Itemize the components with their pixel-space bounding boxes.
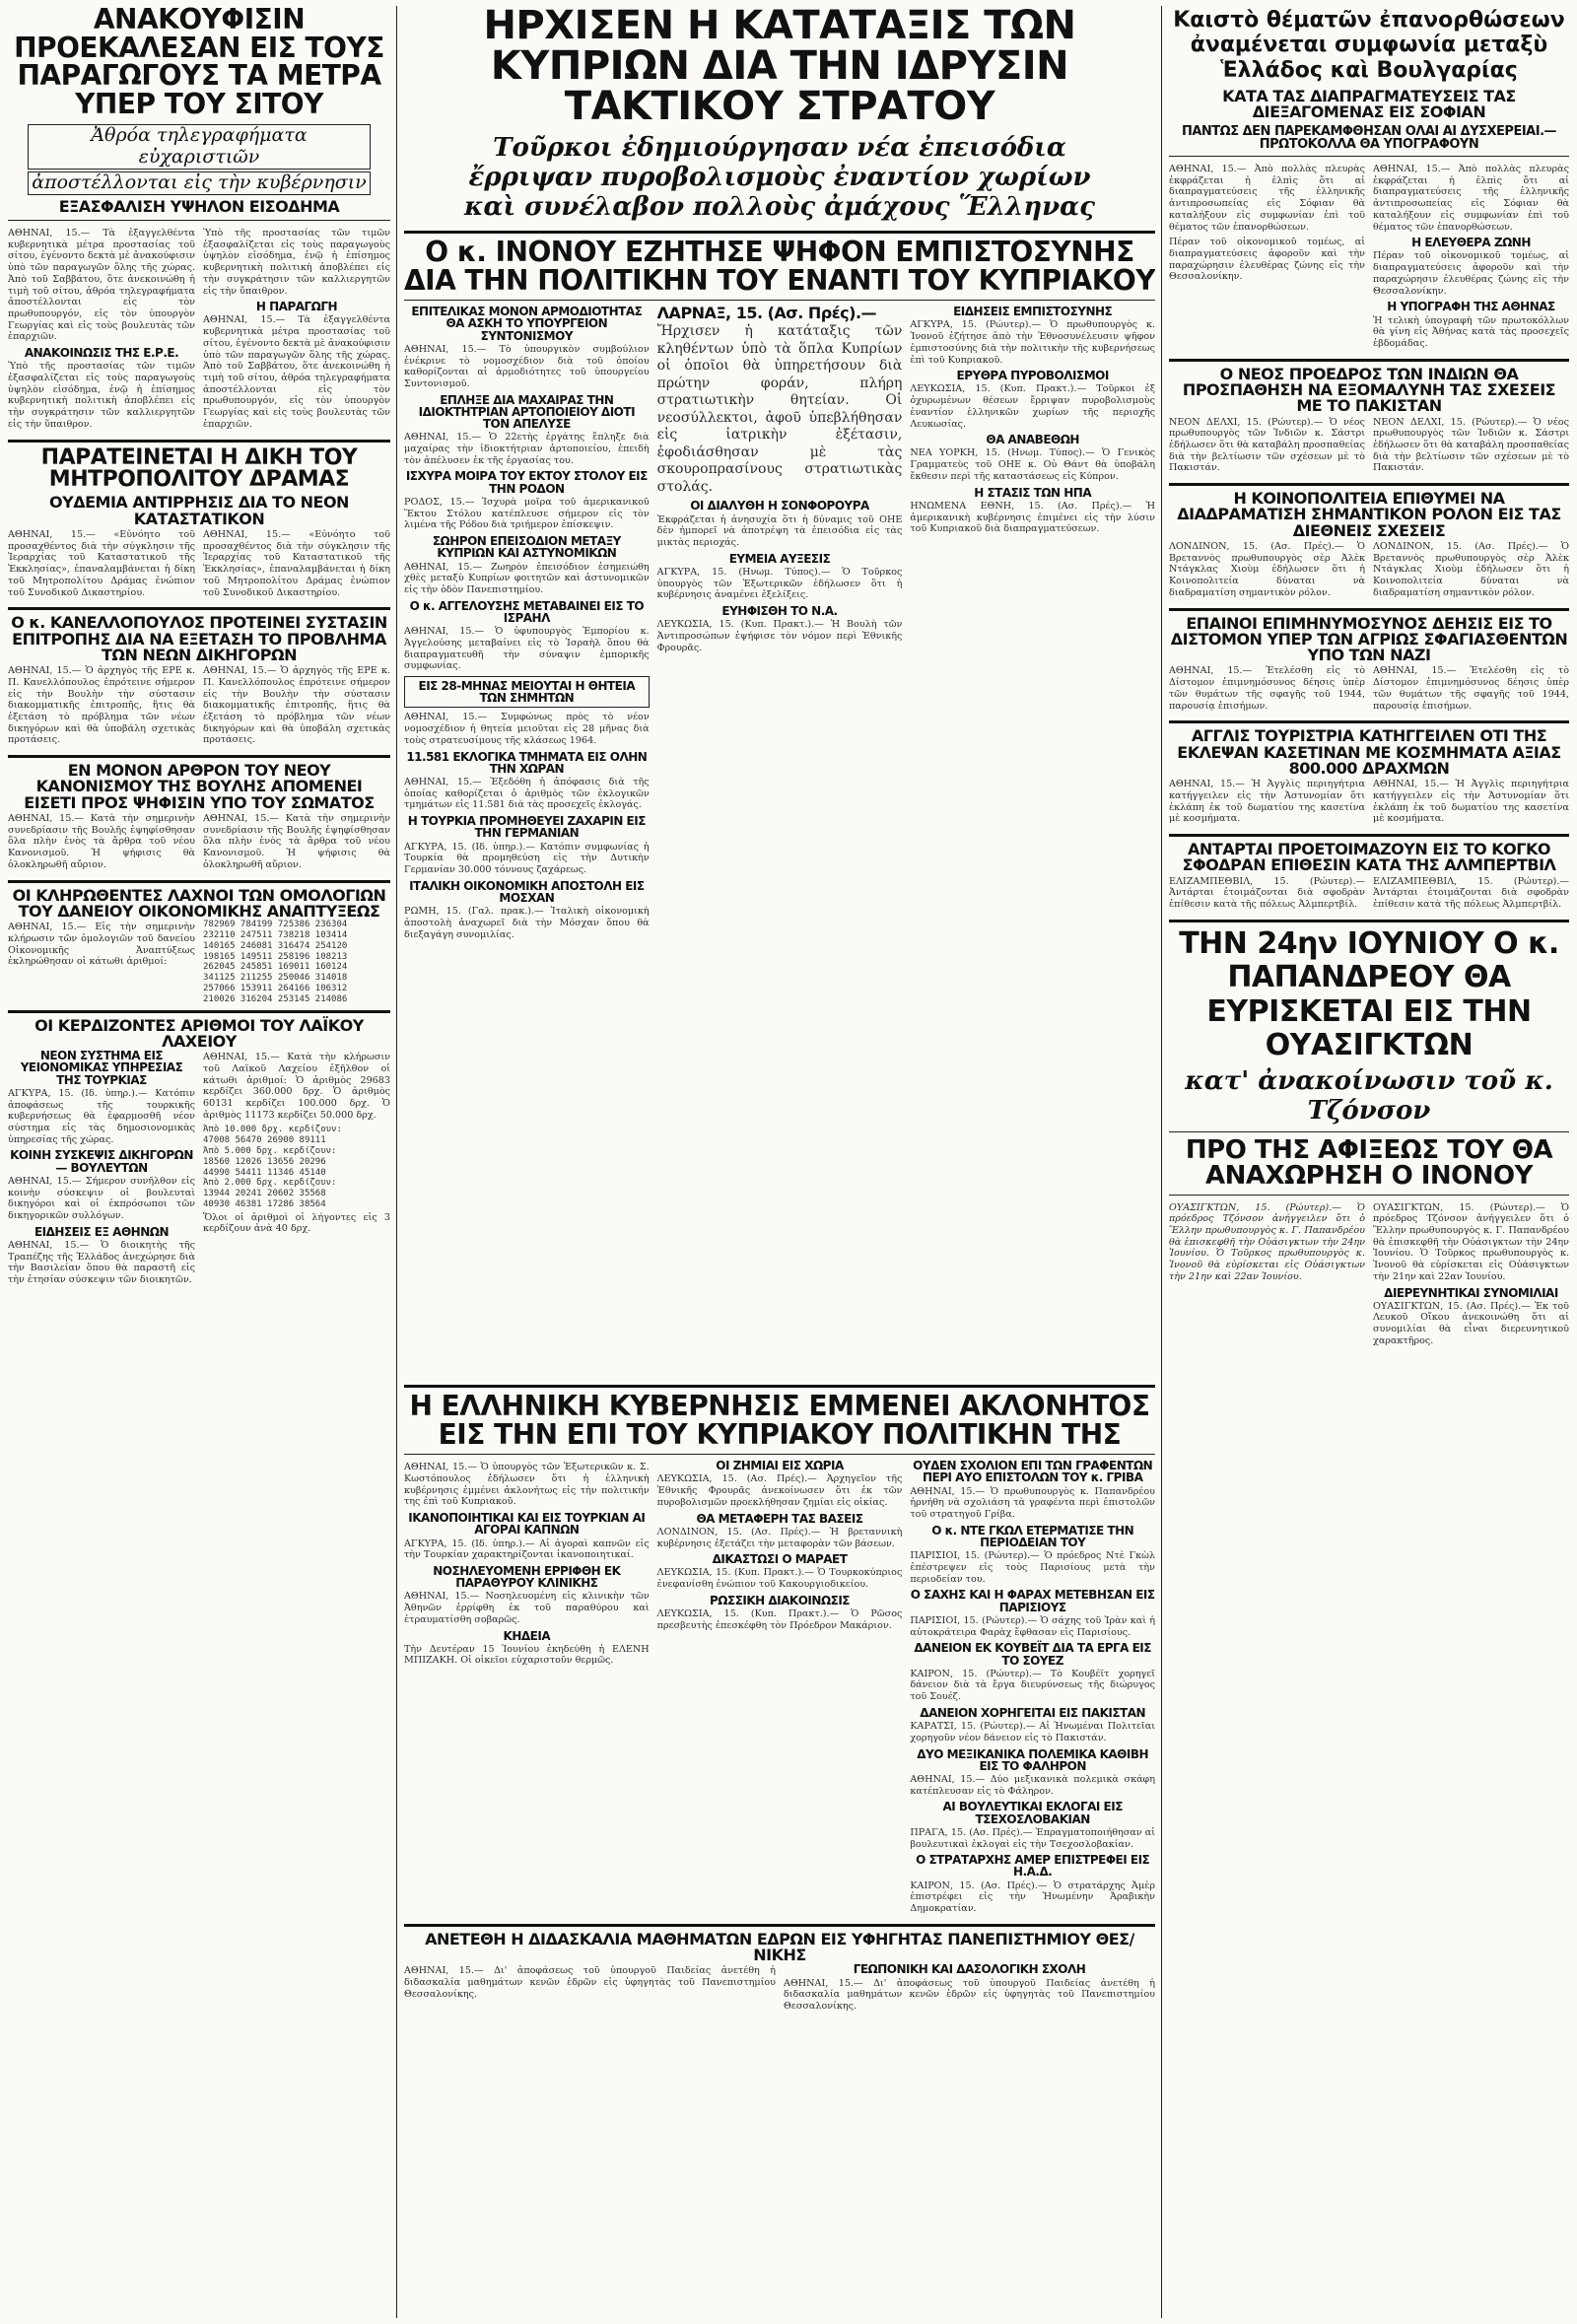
section-heading: ΑΝΑΚΟΙΝΩΣΙΣ ΤΗΣ Ε.Ρ.Ε. [24,346,179,361]
story-headline: ΕΠΙΤΕΛΙΚΑΣ ΜΟΝΟΝ ΑΡΜΟΔΙΟΤΗΤΑΣ ΘΑ ΑΣΚΗ ΤΟ ΥΠΟΥΡΓΕΙΟΝ ΣΥΝΤΟΝΙΣΜΟΥ [411,305,643,343]
story-text: Ὑπὸ τῆς προστασίας τῶν τιμῶν ἐξασφαλίζεται εἰς τοὺς παραγωγοὺς ὑψηλὸν εἰσόδημα, ἐνῷ ἡ ἐπίσημος κυβερνητικὴ πολιτικὴ ἀποβλέπει εἰς τὴν συγκράτησιν τῶν καλλιεργητῶν εἰς τὴν ὕπαιθρον. [203,228,390,297]
center-lower-subcol-1 [404,1460,650,1919]
story-headline: ΕΙΔΗΣΕΙΣ ΕΜΠΙΣΤΟΣΥΝΗΣ [953,305,1113,319]
wheat-story [8,226,390,434]
story-headline: ΕΥΜΕΙΑ ΑΥΞΕΣΙΣ [728,551,831,566]
section-heading: ΚΟΙΝΗ ΣΥΣΚΕΨΙΣ ΔΙΚΗΓΟΡΩΝ — ΒΟΥΛΕΥΤΩΝ [10,1148,193,1175]
commonwealth-headline: Η ΚΟΙΝΟΠΟΛΙΤΕΙΑ ΕΠΙΘΥΜΕΙ ΝΑ ΔΙΑΔΡΑΜΑΤΙΣΗ ΣΗΜΑΝΤΙΚΟΝ ΡΟΛΟΝ ΕΙΣ ΤΑΣ ΔΙΕΘΝΕΙΣ ΣΧΕΣΕΙΣ [1177,489,1561,540]
bulgaria-deck: ΚΑΤΑ ΤΑΣ ΔΙΑΠΡΑΓΜΑΤΕΥΣΕΙΣ ΤΑΣ ΔΙΕΞΑΓΟΜΕΝΑΣ ΕΙΣ ΣΟΦΙΑΝ [1222,86,1516,122]
story-headline: ΟΥΔΕΝ ΣΧΟΛΙΟΝ ΕΠΙ ΤΩΝ ΓΡΑΦΕΝΤΩΝ ΠΕΡΙ ΑΥΟ ΕΠΙΣΤΟΛΩΝ ΤΟΥ κ. ΓΡΙΒΑ [913,1459,1153,1485]
story-text: ΑΘΗΝΑΙ, 15.— Ἐτελέσθη εἰς τὸ Δίστομον ἐπιμνημόσυνος δέησις ὑπὲρ τῶν θυμάτων τῆς σφαγῆς τοῦ 1944, παρουσίᾳ ἐπισήμων. [1373,665,1569,712]
story-text: ΕΛΙΖΑΜΠΕΘΒΙΛ, 15. (Ρώυτερ).— Ἀντάρται ἑτοιμάζονται διὰ σφοδρὰν ἐπίθεσιν κατὰ τῆς πόλεως Ἀλμπερτβίλ. [1169,875,1365,911]
story-text: ΑΘΗΝΑΙ, 15.— Δι' ἀποφάσεως τοῦ ὑπουργοῦ Παιδείας ἀνετέθη ἡ διδασκαλία μαθημάτων κενῶν ἑδρῶν εἰς ὑφηγητὰς τοῦ Πανεπιστημίου Θεσσαλονίκης. [784,1977,1155,2013]
story-text: ΠΑΡΙΣΙΟΙ, 15. (Ρώυτερ).— Ὁ σάχης τοῦ Ἰρὰν καὶ ἡ αὐτοκράτειρα Φαρὰχ ἔφθασαν εἰς Παρισίους. [910,1614,1155,1638]
story-headline: ΙΣΧΥΡΑ ΜΟΙΡΑ ΤΟΥ ΕΚΤΟΥ ΣΤΟΛΟΥ ΕΙΣ ΤΗΝ ΡΟΔΟΝ [405,469,648,496]
story-text: ΑΘΗΝΑΙ, 15.— Ἀπὸ πολλὰς πλευρὰς ἐκφράζεται ἡ ἐλπὶς ὅτι αἱ διαπραγματεύσεις τῆς ἑλληνικῆς ἀντιπροσωπείας εἰς Σόφιαν θὰ καταλήξουν εἰς συμφωνίαν ἐπὶ τοῦ θέματος τῶν ἐπανορθώσεων. [1373,164,1569,233]
center-subcol-2 [657,306,903,1380]
story-text: Ὅλοι οἱ ἀριθμοὶ οἱ λήγοντες εἰς 3 κερδίζουν ἀνὰ 40 δρχ. [203,1211,390,1235]
story-headline: Ο ΣΑΧΗΣ ΚΑΙ Η ΦΑΡΑΧ ΜΕΤΕΒΗΣΑΝ ΕΙΣ ΠΑΡΙΣΙΟΥΣ [910,1588,1155,1614]
story-text: ΛΕΥΚΩΣΙΑ, 15. (Κυπ. Πρακτ.).— Ὁ Ρῶσος πρεσβευτὴς ἐπεσκέφθη τὸν Πρόεδρον Μακάριον. [656,1608,903,1631]
story-headline: ΣΩΗΡΟΝ ΕΠΕΙΣΟΔΙΟΝ ΜΕΤΑΞΥ ΚΥΠΡΙΩΝ ΚΑΙ ΑΣΤΥΝΟΜΙΚΩΝ [432,534,621,561]
story-text: ΑΘΗΝΑΙ, 15.— Ἡ Ἀγγλὶς περιηγήτρια κατήγγειλεν εἰς τὴν Ἀστυνομίαν ὅτι ἐκλάπη ἐκ τοῦ δωματίου της κασετίνα μὲ κοσμήματα. [1373,779,1569,825]
story-text: Πέραν τοῦ οἰκονομικοῦ τομέως, αἱ διαπραγματεύσεις ἀφοροῦν καὶ τὴν παραχώρησιν ἐλευθέρας ζώνης εἰς τὴν Θεσσαλονίκην. [1169,237,1365,283]
story-text: ΠΑΡΙΣΙΟΙ, 15. (Ρώυτερ).— Ὁ πρόεδρος Ντὲ Γκὼλ ἐπέστρεψεν εἰς τοὺς Παρισίους μετὰ τὴν περιοδείαν του. [910,1550,1155,1585]
inonu-headline: Ο κ. ΙΝΟΝΟΥ ΕΖΗΤΗΣΕ ΨΗΦΟΝ ΕΜΠΙΣΤΟΣΥΝΗΣ ΔΙΑ ΤΗΝ ΠΟΛΙΤΙΚΗΝ ΤΟΥ ΕΝΑΝΤΙ ΤΟΥ ΚΥΠΡΙΑΚΟΥ [404,236,1155,297]
story-headline: ΕΥΗΦΙΣΘΗ ΤΟ Ν.Α. [721,604,838,619]
section-heading: Η ΥΠΟΓΡΑΦΗ ΤΗΣ ΑΘΗΝΑΣ [1387,300,1555,314]
story-text: ΑΘΗΝΑΙ, 15.— Τὰ ἐξαγγελθέντα κυβερνητικὰ μέτρα προστασίας τοῦ σίτου, ἐγένοντο δεκτὰ μὲ ἀνακούφισιν ὑπὸ τῶν παραγωγῶν ὅλης τῆς χώρας. Ἀπὸ τοῦ Σαββάτου, ὅτε ἀνεκοινώθη ἡ τιμὴ τοῦ σίτου, ἀθρόα τηλεγραφήματα ἀποστέλλονται εἰς τὸν πρωθυπουργόν, εἰς τὸν ὑπουργὸν Γεωργίας καὶ εἰς τοὺς βουλευτὰς τῶν ἐπαρχιῶν. [8,228,195,343]
story-text: ΑΓΚΥΡΑ, 15. (Ρώυτερ).— Ὁ πρωθυπουργὸς κ. Ἰνονοῦ ἐζήτησε ἀπὸ τὴν Ἐθνοσυνέλευσιν ψῆφον ἐμπιστοσύνης διὰ τὴν πολιτικὴν τῆς κυβερνήσεως ἐπὶ τοῦ Κυπριακοῦ. [910,319,1155,366]
story-text: ΗΝΩΜΕΝΑ ΕΘΝΗ, 15. (Ασ. Πρές).— Ἡ ἀμερικανικὴ κυβέρνησις ἐπιμένει εἰς τὴν λύσιν τοῦ Κυπριακοῦ διὰ διαπραγματεύσεων. [910,500,1155,535]
column-rule [396,6,397,2318]
center-lower-subcol-3 [910,1460,1155,1919]
lottery-headline: ΟΙ ΚΕΡΔΙΖΟΝΤΕΣ ΑΡΙΘΜΟΙ ΤΟΥ ΛΑΪΚΟΥ ΛΑΧΕΙΟΥ [34,1015,364,1051]
story-headline: ΙΤΑΛΙΚΗ ΟΙΚΟΝΟΜΙΚΗ ΑΠΟΣΤΟΛΗ ΕΙΣ ΜΟΣΧΑΝ [409,878,645,905]
story-text: ΑΘΗΝΑΙ, 15.— Ὁ ἀρχηγὸς τῆς ΕΡΕ κ. Π. Κανελλόπουλος ἐπρότεινε σήμερον εἰς τὴν Βουλὴν τὴν σύστασιν διακομματικῆς ἐπιτροπῆς, ἥτις θὰ ἐξετάση τὸ πρόβλημα τῶν νέων δικηγόρων καὶ θὰ ὑποβάλη σχετικὰς προτάσεις. [203,665,390,746]
story-text: ΑΘΗΝΑΙ, 15.— Κατὰ τὴν σημερινὴν συνεδρίασιν τῆς Βουλῆς ἐψηφίσθησαν ὅλα πλὴν ἑνὸς τὰ ἄρθρα τοῦ νέου Κανονισμοῦ. Ἡ ψήφισις θὰ ὁλοκληρωθῆ αὔριον. [8,813,195,870]
story-text: ΡΟΔΟΣ, 15.— Ἰσχυρὰ μοῖρα τοῦ ἀμερικανικοῦ Ἕκτου Στόλου κατέπλευσε σήμερον εἰς τὸν λιμένα τῆς Ρόδου διὰ τριήμερον ἐπίσκεψιν. [404,496,650,531]
story-text: ΑΘΗΝΑΙ, 15.— Ὁ ὑπουργὸς τῶν Ἐξωτερικῶν κ. Σ. Κωστόπουλος ἐδήλωσεν ὅτι ἡ ἑλληνικὴ κυβέρνησις ἐμμένει ἀκλονήτως εἰς τὴν πολιτικήν της ἐπὶ τοῦ Κυπριακοῦ. [404,1462,650,1508]
papandreou-deck: κατ' ἀνακοίνωσιν τοῦ κ. Τζόνσον [1185,1065,1553,1126]
story-text: ΡΩΜΗ, 15. (Γαλ. πρακ.).— Ἰταλικὴ οἰκονομικὴ ἀποστολὴ ἀναχωρεῖ διὰ τὴν Μόσχαν ὅπου θὰ διεξαγάγη συνομιλίας. [404,906,650,940]
story-headline: ΙΚΑΝΟΠΟΙΗΤΙΚΑΙ ΚΑΙ ΕΙΣ ΤΟΥΡΚΙΑΝ ΑΙ ΑΓΟΡΑΙ ΚΑΠΝΩΝ [408,1511,646,1538]
section-heading: Η ΕΛΕΥΘΕΡΑ ΖΩΝΗ [1411,236,1531,250]
story-text: ΑΘΗΝΑΙ, 15.— Ὁ ὑφυπουργὸς Ἐμπορίου κ. Ἀγγελούσης μεταβαίνει εἰς τὸ Ἰσραὴλ ὅπου θὰ διαπραγματευθῆ τὴν σύναψιν ἐμπορικῆς συμφωνίας. [404,626,650,672]
story-headline: Η ΤΟΥΡΚΙΑ ΠΡΟΜΗΘΕΥΕΙ ΖΑΧΑΡΙΝ ΕΙΣ ΤΗΝ ΓΕΡΜΑΝΙΑΝ [407,814,646,841]
story-text: ΚΑΡΑΤΣΙ, 15. (Ρώυτερ).— Αἱ Ἡνωμέναι Πολιτεῖαι χορηγοῦν νέον δάνειον εἰς τὸ Πακιστάν. [910,1721,1155,1743]
story-text: ΑΓΚΥΡΑ, 15. (Ιδ. ὑπηρ.).— Κατόπιν ἀποφάσεως τῆς τουρκικῆς κυβερνήσεως θὰ ἐφαρμοσθῆ νέον σύστημα εἰς τὰς δημοσιονομικὰς ὑπηρεσίας τῆς χώρας. [8,1087,195,1145]
university-headline: ΑΝΕΤΕΘΗ Η ΔΙΔΑΣΚΑΛΙΑ ΜΑΘΗΜΑΤΩΝ ΕΔΡΩΝ ΕΙΣ ΥΦΗΓΗΤΑΣ ΠΑΝΕΠΙΣΤΗΜΙΟΥ ΘΕΣ/ΝΙΚΗΣ [425,1929,1134,1965]
story-text: ΑΘΗΝΑΙ, 15.— Ἐτελέσθη εἰς τὸ Δίστομον ἐπιμνημόσυνος δέησις ὑπὲρ τῶν θυμάτων τῆς σφαγῆς τοῦ 1944, παρουσίᾳ ἐπισήμων. [1169,665,1365,712]
section-heading: ΕΙΔΗΣΕΙΣ ΕΞ ΑΘΗΝΩΝ [34,1224,169,1239]
story-headline: ΔΥΟ ΜΕΞΙΚΑΝΙΚΑ ΠΟΛΕΜΙΚΑ ΚΑΘΙΒΗ ΕΙΣ ΤΟ ΦΑΛΗΡΟΝ [917,1746,1149,1773]
story-text: ΝΕΑ ΥΟΡΚΗ, 15. (Ηνωμ. Τύπος).— Ὁ Γενικὸς Γραμματεὺς τοῦ ΟΗΕ κ. Οὐ Θάντ θὰ ὑποβάλη ἔκθεσιν περὶ τῆς καταστάσεως εἰς Κύπρον. [910,447,1155,482]
story-text: Τὴν Δευτέραν 15 Ἰουνίου ἐκηδεύθη ἡ ΕΛΕΝΗ ΜΠΙΖΑΚΗ. Οἱ οἰκεῖοι εὐχαριστοῦν θερμῶς. [404,1643,650,1667]
story-text: ΑΘΗΝΑΙ, 15.— Σήμερον συνῆλθον εἰς κοινὴν σύσκεψιν οἱ βουλευταὶ δικηγόροι καὶ οἱ ἐκπρόσωποι τῶν δικηγορικῶν συλλόγων. [8,1175,195,1221]
story-text: ΛΟΝΔΙΝΟΝ, 15. (Ασ. Πρές).— Ἡ βρεταννικὴ κυβέρνησις ἐξετάζει τὴν μεταφορὰν τῶν βάσεων. [656,1526,903,1549]
center-lower-subcol-2 [657,1460,903,1919]
inonu-departure-headline: ΠΡΟ ΤΗΣ ΑΦΙΞΕΩΣ ΤΟΥ ΘΑ ΑΝΑΧΩΡΗΣΗ Ο ΙΝΟΝΟΥ [1185,1134,1553,1192]
drama-trial-deck: ΟΥΔΕΜΙΑ ΑΝΤΙΡΡΗΣΙΣ ΔΙΑ ΤΟ ΝΕΟΝ ΚΑΤΑΣΤΑΤΙΚΟΝ [49,493,349,528]
story-text: ΛΕΥΚΩΣΙΑ, 15. (Κυπ. Πρακτ.).— Τοῦρκοι ἐξ ὀχυρωμένων θέσεων ἔρριψαν πυροβολισμοὺς ἐναντίον ἑλληνικῶν χωρίων τῆς περιοχῆς Λευκωσίας. [910,383,1155,430]
story-headline: ΚΗΔΕΙΑ [503,1628,551,1643]
story-headline: ΝΟΣΗΛΕΥΟΜΕΝΗ ΕΡΡΙΦΘΗ ΕΚ ΠΑΡΑΘΥΡΟΥ ΚΛΙΝΙΚΗΣ [433,1563,621,1591]
story-headline: 11.581 ΕΚΛΟΓΙΚΑ ΤΜΗΜΑΤΑ ΕΙΣ ΟΛΗΝ ΤΗΝ ΧΩΡΑΝ [406,749,648,776]
story-text: ΑΘΗΝΑΙ, 15.— Τὸ ὑπουργικὸν συμβούλιον ἐνέκρινε τὸ νομοσχέδιον διὰ τοῦ ὁποίου καθορίζονται αἱ ἀρμοδιότητες τοῦ ὑπουργείου Συντονισμοῦ. [404,343,650,389]
story-text: ΕΛΙΖΑΜΠΕΘΒΙΛ, 15. (Ρώυτερ).— Ἀντάρται ἑτοιμάζονται διὰ σφοδρὰν ἐπίθεσιν κατὰ τῆς πόλεως Ἀλμπερτβίλ. [1373,875,1569,911]
parliament-rules-headline: ΕΝ ΜΟΝΟΝ ΑΡΘΡΟΝ ΤΟΥ ΝΕΟΥ ΚΑΝΟΝΙΣΜΟΥ ΤΗΣ ΒΟΥΛΗΣ ΑΠΟΜΕΝΕΙ ΕΙΣΕΤΙ ΠΡΟΣ ΨΗΦΙΣΙΝ ΥΠΟ ΤΟΥ ΣΩΜΑΤΟΣ [24,761,375,812]
story-headline: ΔΙΚΑΣΤΩΣΙ Ο ΜΑΡΑΕΤ [712,1552,848,1567]
story-text: ΑΘΗΝΑΙ, 15.— Ὁ διοικητὴς τῆς Τραπέζης τῆς Ἑλλάδος ἀνεχώρησε διὰ τὴν Βασιλείαν ὅπου θὰ παραστῆ εἰς τὴν ἐτησίαν σύσκεψιν τῶν διοικητῶν. [8,1239,195,1286]
story-text: ΛΕΥΚΩΣΙΑ, 15. (Κυπ. Πρακτ.).— Ἡ Βουλὴ τῶν Ἀντιπροσώπων ἐψήφισε τὸν νόμον περὶ Ἐθνικῆς Φρουρᾶς. [656,619,903,653]
india-headline: Ο ΝΕΟΣ ΠΡΟΕΔΡΟΣ ΤΩΝ ΙΝΔΙΩΝ ΘΑ ΠΡΟΣΠΑΘΗΣΗ ΝΑ ΕΞΟΜΑΛΥΝΗ ΤΑΣ ΣΧΕΣΕΙΣ ΜΕ ΤΟ ΠΑΚΙΣΤΑΝ [1182,364,1556,416]
section-heading: ΔΙΕΡΕΥΝΗΤΙΚΑΙ ΣΥΝΟΜΙΛΙΑΙ [1384,1285,1558,1300]
section-heading: ΝΕΟΝ ΣΥΣΤΗΜΑ ΕΙΣ ΥΕΙΟΝΟΜΙΚΑΣ ΥΠΗΡΕΣΙΑΣ ΤΗΣ ΤΟΥΡΚΙΑΣ [20,1049,183,1087]
story-text: ΝΕΟΝ ΔΕΛΧΙ, 15. (Ρώυτερ).— Ὁ νέος πρωθυπουργὸς τῶν Ἰνδιῶν κ. Σάστρι ἐδήλωσεν ὅτι θὰ καταβάλη προσπαθείας διὰ τὴν βελτίωσιν τῶν σχέσεων μὲ τὸ Πακιστάν. [1373,416,1569,474]
wheat-subheadline: ἀποστέλλονται εἰς τὴν κυβέρνησιν [28,171,371,195]
story-text: ΝΕΟΝ ΔΕΛΧΙ, 15. (Ρώυτερ).— Ὁ νέος πρωθυπουργὸς τῶν Ἰνδιῶν κ. Σάστρι ἐδήλωσεν ὅτι θὰ καταβάλη προσπαθείας διὰ τὴν βελτίωσιν τῶν σχέσεων μὲ τὸ Πακιστάν. [1169,416,1365,474]
section-heading: ΓΕΩΠΟΝΙΚΗ ΚΑΙ ΔΑΣΟΛΟΓΙΚΗ ΣΧΟΛΗ [853,1962,1086,1977]
drama-trial-headline: ΠΑΡΑΤΕΙΝΕΤΑΙ Η ΔΙΚΗ ΤΟΥ ΜΗΤΡΟΠΟΛΙΤΟΥ ΔΡΑΜΑΣ [40,444,358,492]
lottery-numbers: Ἀπὸ 10.000 δρχ. κερδίζουν: 47008 56470 26900 89111 Ἀπὸ 5.000 δρχ. κερδίζουν: 18560 12026 13656 20296 44990 54411 11346 45140 Ἀπὸ 2.000 δρχ. κερδίζουν: 13944 20241 20602 35568 40930 46381 17286 38564 [203,1125,342,1209]
story-text: ΑΓΚΥΡΑ, 15. (Ηνωμ. Τύπος).— Ὁ Τοῦρκος ὑπουργὸς τῶν Ἐξωτερικῶν ἐδήλωσεν ὅτι ἡ κυβέρνησις ἀναμένει ἐξελίξεις. [656,567,903,601]
story-text: ΑΘΗΝΑΙ, 15.— Ὁ ἀρχηγὸς τῆς ΕΡΕ κ. Π. Κανελλόπουλος ἐπρότεινε σήμερον εἰς τὴν Βουλὴν τὴν σύστασιν διακομματικῆς ἐπιτροπῆς, ἥτις θὰ ἐξετάση τὸ πρόβλημα τῶν νέων δικηγόρων καὶ θὰ ὑποβάλη σχετικὰς προτάσεις. [8,665,195,746]
right-column [1169,6,1569,2318]
section-heading: Η ΠΑΡΑΓΩΓΗ [255,300,338,314]
story-text: Ἡ τελικὴ ὑπογραφὴ τῶν πρωτοκόλλων θὰ γίνη εἰς Ἀθήνας κατὰ τὰς προσεχεῖς ἑβδομάδας. [1373,314,1569,349]
story-text: ΟΥΑΣΙΓΚΤΩΝ, 15. (Ρώυτερ).— Ὁ πρόεδρος Τζόνσον ἀνήγγειλεν ὅτι ὁ Ἕλλην πρωθυπουργὸς κ. Γ. Παπανδρέου θὰ ἐπισκεφθῆ τὴν Οὐάσιγκτων τὴν 24ην Ἰουνίου. Ὁ Τοῦρκος πρωθυπουργὸς κ. Ἰνονοῦ θὰ εὑρίσκεται εἰς Οὐάσιγκτων τὴν 21ην καὶ 22αν Ἰουνίου. [1373,1201,1569,1282]
story-text: ΠΡΑΓΑ, 15. (Ασ. Πρές).— Ἐπραγματοποιήθησαν αἱ βουλευτικαὶ ἐκλογαὶ εἰς τὴν Τσεχοσλοβακίαν. [910,1826,1155,1850]
bulgaria-deck-2: ΠΑΝΤΩΣ ΔΕΝ ΠΑΡΕΚΑΜΦΘΗΣΑΝ ΟΛΑΙ ΑΙ ΔΥΣΧΕΡΕΙΑΙ.— ΠΡΩΤΟΚΟΛΛΑ ΘΑ ΥΠΟΓΡΑΦΟΥΝ [1181,123,1557,152]
greek-government-headline: Η ΕΛΛΗΝΙΚΗ ΚΥΒΕΡΝΗΣΙΣ ΕΜΜΕΝΕΙ ΑΚΛΟΝΗΤΟΣ ΕΙΣ ΤΗΝ ΕΠΙ ΤΟΥ ΚΥΠΡΙΑΚΟΥ ΠΟΛΙΤΙΚΗΝ ΤΗΣ [409,1390,1150,1451]
bond-draw-headline: ΟΙ ΚΛΗΡΩΘΕΝΤΕΣ ΛΑΧΝΟΙ ΤΩΝ ΟΜΟΛΟΓΙΩΝ ΤΟΥ ΔΑΝΕΙΟΥ ΟΙΚΟΝΟΜΙΚΗΣ ΑΝΑΠΤΥΞΕΩΣ [12,885,386,921]
story-text: ΑΘΗΝΑΙ, 15.— Ζωηρὸν ἐπεισόδιον ἐσημειώθη χθὲς μεταξὺ Κυπρίων φοιτητῶν καὶ ἀστυνομικῶν εἰς τὴν ὁδὸν Πανεπιστημίου. [404,561,650,595]
story-headline: ΑΙ ΒΟΥΛΕΥΤΙΚΑΙ ΕΚΛΟΓΑΙ ΕΙΣ ΤΣΕΧΟΣΛΟΒΑΚΙΑΝ [942,1800,1123,1826]
left-column [8,6,390,2318]
story-headline: Η ΣΤΑΣΙΣ ΤΩΝ ΗΠΑ [974,485,1092,500]
story-text: ΟΥΑΣΙΓΚΤΩΝ, 15. (Ρώυτερ).— Ὁ πρόεδρος Τζόνσον ἀνήγγειλεν ὅτι ὁ Ἕλλην πρωθυπουργὸς κ. Γ. Παπανδρέου θὰ ἐπισκεφθῆ τὴν Οὐάσιγκτων τὴν 24ην Ἰουνίου. Ὁ Τοῦρκος πρωθυπουργὸς κ. Ἰνονοῦ θὰ εὑρίσκεται εἰς Οὐάσιγκτων τὴν 21ην καὶ 22αν Ἰουνίου. [1169,1201,1365,1282]
story-text: ΑΓΚΥΡΑ, 15. (Ιδ. ὑπηρ.).— Κατόπιν συμφωνίας ἡ Τουρκία θὰ προμηθεύση εἰς τὴν Δυτικὴν Γερμανίαν 30.000 τόννους ζαχάρεως. [404,841,650,875]
story-text: ΑΘΗΝΑΙ, 15.— Νοσηλευομένη εἰς κλινικὴν τῶν Ἀθηνῶν ἐρρίφθη ἐκ τοῦ παραθύρου καὶ ἐτραυματίσθη σοβαρῶς. [404,1591,650,1625]
story-text: ΑΘΗΝΑΙ, 15.— Ἀπὸ πολλὰς πλευρὰς ἐκφράζεται ἡ ἐλπὶς ὅτι αἱ διαπραγματεύσεις τῆς ἑλληνικῆς ἀντιπροσωπείας εἰς Σόφιαν θὰ καταλήξουν εἰς συμφωνίαν ἐπὶ τοῦ θέματος τῶν ἐπανορθώσεων. [1169,164,1365,233]
papandreou-headline: ΤΗΝ 24ην ΙΟΥΝΙΟΥ Ο κ. ΠΑΠΑΝΔΡΕΟΥ ΘΑ ΕΥΡΙΣΚΕΤΑΙ ΕΙΣ ΤΗΝ ΟΥΑΣΙΓΚΤΩΝ [1179,925,1559,1063]
story-text: ΛΟΝΔΙΝΟΝ, 15. (Ασ. Πρές).— Ὁ Βρεταννὸς πρωθυπουργὸς σὲρ Ἀλὲκ Ντάγκλας Χιοὺμ ἐδήλωσεν ὅτι ἡ Κοινοπολιτεία δύναται νὰ διαδραματίση σημαντικὸν ρόλον. [1373,541,1569,598]
story-text: ΑΘΗΝΑΙ, 15.— Κατὰ τὴν σημερινὴν συνεδρίασιν τῆς Βουλῆς ἐψηφίσθησαν ὅλα πλὴν ἑνὸς τὰ ἄρθρα τοῦ νέου Κανονισμοῦ. Ἡ ψήφισις θὰ ὁλοκληρωθῆ αὔριον. [203,813,390,870]
main-headline: ΗΡΧΙΣΕΝ Η ΚΑΤΑΤΑΞΙΣ ΤΩΝ ΚΥΠΡΙΩΝ ΔΙΑ ΤΗΝ ΙΔΡΥΣΙΝ ΤΑΚΤΙΚΟΥ ΣΤΡΑΤΟΥ [483,6,1076,129]
wheat-subheadline: Ἀθρόα τηλεγραφήματα εὐχαριστιῶν [28,124,371,170]
story-headline: ΕΡΥΘΡΑ ΠΥΡΟΒΟΛΙΣΜΟΙ [956,369,1109,383]
story-headline: Ο κ. ΝΤΕ ΓΚΩΛ ΕΤΕΡΜΑΤΙΣΕ ΤΗΝ ΠΕΡΙΟΔΕΙΑΝ ΤΟΥ [931,1523,1134,1550]
congo-headline: ΑΝΤΑΡΤΑΙ ΠΡΟΕΤΟΙΜΑΖΟΥΝ ΕΙΣ ΤΟ ΚΟΓΚΟ ΣΦΟΔΡΑΝ ΕΠΙΘΕΣΙΝ ΚΑΤΑ ΤΗΣ ΑΛΜΠΕΡΤΒΙΛ [1182,840,1556,875]
story-text: ΑΘΗΝΑΙ, 15.— Δύο μεξικανικὰ πολεμικὰ σκάφη κατέπλευσαν εἰς τὸ Φάληρον. [910,1773,1155,1797]
story-text: ΑΘΗΝΑΙ, 15.— Τὰ ἐξαγγελθέντα κυβερνητικὰ μέτρα προστασίας τοῦ σίτου, ἐγένοντο δεκτὰ μὲ ἀνακούφισιν ὑπὸ τῶν παραγωγῶν ὅλης τῆς χώρας. Ἀπὸ τοῦ Σαββάτου, ὅτε ἀνεκοινώθη ἡ τιμὴ τοῦ σίτου, ἀθρόα τηλεγραφήματα ἀποστέλλονται εἰς τὸν πρωθυπουργόν, εἰς τὸν ὑπουργὸν Γεωργίας καὶ εἰς τοὺς βουλευτὰς τῶν ἐπαρχιῶν. [203,314,390,430]
center-subcol-1 [404,306,650,1380]
column-rule [1161,6,1162,2318]
story-headline: ΟΙ ΖΗΜΙΑΙ ΕΙΣ ΧΩΡΙΑ [716,1459,844,1473]
story-headline: ΔΑΝΕΙΟΝ ΧΟΡΗΓΕΙΤΑΙ ΕΙΣ ΠΑΚΙΣΤΑΝ [920,1705,1146,1720]
story-headline: ΡΩΣΣΙΚΗ ΔΙΑΚΟΙΝΩΣΙΣ [710,1593,850,1607]
center-column [404,6,1155,2318]
story-text: Ἐκφράζεται ἡ ἀνησυχία ὅτι ἡ δύναμις τοῦ ΟΗΕ δὲν ἠμπορεῖ νὰ ἀποτρέψη τὰ ἐπεισόδια εἰς τὰς μικτὰς περιοχάς. [656,513,903,549]
story-headline: ΟΙ ΔΙΑΛΥΘΗ Η ΣΟΝΦΟΡΟΥΡΑ [690,499,869,513]
tourist-theft-headline: ΑΓΓΛΙΣ ΤΟΥΡΙΣΤΡΙΑ ΚΑΤΗΓΓΕΙΛΕΝ ΟΤΙ ΤΗΣ ΕΚΛΕΨΑΝ ΚΑΣΕΤΙΝΑΝ ΜΕ ΚΟΣΜΗΜΑΤΑ ΑΞΙΑΣ 800.000 ΔΡΑΧΜΩΝ [1177,726,1561,778]
center-subcol-3 [910,306,1155,1380]
distomo-headline: ΕΠΑΙΝΟΙ ΕΠΙΜΗΝΥΜΟΣΥΝΟΣ ΔΕΗΣΙΣ ΕΙΣ ΤΟ ΔΙΣΤΟΜΟΝ ΥΠΕΡ ΤΩΝ ΑΓΡΙΩΣ ΣΦΑΓΙΑΣΘΕΝΤΩΝ ΥΠΟ ΤΩΝ ΝΑΖΙ [1170,613,1568,665]
story-text: Ὑπὸ τῆς προστασίας τῶν τιμῶν ἐξασφαλίζεται εἰς τοὺς παραγωγοὺς ὑψηλὸν εἰσόδημα, ἐνῷ ἡ ἐπίσημος κυβερνητικὴ πολιτικὴ ἀποβλέπει εἰς τὴν συγκράτησιν τῶν καλλιεργητῶν εἰς τὴν ὕπαιθρον. [8,361,195,430]
larnax-dateline: ΛΑΡΝΑΞ, 15. (Ασ. Πρές).— [656,304,877,323]
story-headline: ΕΙΣ 28-ΜΗΝΑΣ ΜΕΙΟΥΤΑΙ Η ΘΗΤΕΙΑ ΤΩΝ ΣΗΜΗΤΩΝ [418,678,636,706]
story-text: ΑΘΗΝΑΙ, 15.— Ἡ Ἀγγλὶς περιηγήτρια κατήγγειλεν εἰς τὴν Ἀστυνομίαν ὅτι ἐκλάπη ἐκ τοῦ δωματίου της κασετίνα μὲ κοσμήματα. [1169,779,1365,825]
wheat-headline: ΑΝΑΚΟΥΦΙΣΙΝ ΠΡΟΕΚΑΛΕΣΑΝ ΕΙΣ ΤΟΥΣ ΠΑΡΑΓΩΓΟΥΣ ΤΑ ΜΕΤΡΑ ΥΠΕΡ ΤΟΥ ΣΙΤΟΥ [14,6,384,120]
larnax-text: Ἤρχισεν ἡ κατάταξις τῶν κληθέντων ὑπὸ τὰ ὅπλα Κυπρίων οἱ ὁποῖοι θὰ ὑπηρετήσουν διὰ πρώτην φοράν, πλήρη στρατιωτικὴν θητείαν. Οἱ νεοσύλλεκτοι, ἀφοῦ ὑπεβλήθησαν εἰς ἰατρικὴν ἐξέτασιν, ἐφοδιάσθησαν μὲ τὰς σκουροπρασίνους στρατιωτικὰς στολάς. [656,323,903,495]
story-text: ΛΟΝΔΙΝΟΝ, 15. (Ασ. Πρές).— Ὁ Βρεταννὸς πρωθυπουργὸς σὲρ Ἀλὲκ Ντάγκλας Χιοὺμ ἐδήλωσεν ὅτι ἡ Κοινοπολιτεία δύναται νὰ διαδραματίση σημαντικὸν ρόλον. [1169,541,1365,598]
story-text: ΛΕΥΚΩΣΙΑ, 15. (Κυπ. Πρακτ.).— Ὁ Τουρκοκύπριος ἐνεφανίσθη ἐνώπιον τοῦ Κακουργιοδικείου. [656,1567,903,1591]
story-text: ΑΘΗΝΑΙ, 15.— «Εὐνόητο τοῦ προσαχθέντος διὰ τὴν σύγκλησιν τῆς Ἱεραρχίας τοῦ Καταστατικοῦ τῆς Ἐκκλησίας», ἐπαναλαμβάνεται ἡ δίκη τοῦ Μητροπολίτου Δράμας ἐνώπιον τοῦ Συνοδικοῦ Δικαστηρίου. [203,529,390,598]
story-text: ΛΕΥΚΩΣΙΑ, 15. (Ασ. Πρές).— Ἀρχηγεῖον τῆς Ἐθνικῆς Φρουρᾶς ἀνεκοίνωσεν ὅτι ἐκ τῶν πυροβολισμῶν προεκλήθησαν ζημίαι εἰς οἰκίας. [656,1473,903,1508]
story-headline: Ο ΣΤΡΑΤΑΡΧΗΣ ΑΜΕΡ ΕΠΙΣΤΡΕΦΕΙ ΕΙΣ Η.Α.Δ. [916,1853,1150,1880]
story-text: ΑΘΗΝΑΙ, 15.— Ἐξεδόθη ἡ ἀπόφασις διὰ τῆς ὁποίας καθορίζεται ὁ ἀριθμὸς τῶν ἐκλογικῶν τμημάτων εἰς 11.581 διὰ τὰς προσεχεῖς ἐκλογάς. [404,776,650,811]
story-text: ΑΓΚΥΡΑ, 15. (Ιδ. ὑπηρ.).— Αἱ ἀγοραὶ καπνῶν εἰς τὴν Τουρκίαν χαρακτηρίζονται ἱκανοποιητικαί. [404,1538,650,1561]
story-headline: ΔΑΝΕΙΟΝ ΕΚ ΚΟΥΒΕΪΤ ΔΙΑ ΤΑ ΕΡΓΑ ΕΙΣ ΤΟ ΣΟΥΕΖ [914,1641,1151,1668]
story-text: ΟΥΑΣΙΓΚΤΩΝ, 15. (Ασ. Πρές).— Ἐκ τοῦ Λευκοῦ Οἴκου ἀνεκοινώθη ὅτι αἱ συνομιλίαι θὰ εἶναι διερευνητικοῦ χαρακτῆρος. [1373,1300,1569,1346]
story-text: ΚΑΙΡΟΝ, 15. (Ρώυτερ).— Τὸ Κουβέϊτ χορηγεῖ δάνειον διὰ τὰ ἔργα διευρύνσεως τῆς διώρυγος τοῦ Σουέζ. [910,1668,1155,1703]
story-headline: ΕΠΛΗΞΕ ΔΙΑ ΜΑΧΑΙΡΑΣ ΤΗΝ ΙΔΙΟΚΤΗΤΡΙΑΝ ΑΡΤΟΠΟΙΕΙΟΥ ΔΙΟΤΙ ΤΟΝ ΑΠΕΛΥΣΕ [418,392,636,432]
wheat-deck: ΕΞΑΣΦΑΛΙΣΗ ΥΨΗΛΟΝ ΕΙΣΟΔΗΜΑ [58,196,340,216]
story-text: ΑΘΗΝΑΙ, 15.— Ὁ πρωθυπουργὸς κ. Παπανδρέου ἠρνήθη νὰ σχολιάση τὰ γραφέντα περὶ ἐπιστολῶν τοῦ στρατηγοῦ Γρίβα. [910,1485,1155,1521]
story-text: ΑΘΗΝΑΙ, 15.— Δι' ἀποφάσεως τοῦ ὑπουργοῦ Παιδείας ἀνετέθη ἡ διδασκαλία μαθημάτων κενῶν ἑδρῶν εἰς ὑφηγητὰς τοῦ Πανεπιστημίου Θεσσαλονίκης. [404,1965,776,2000]
story-text: ΑΘΗΝΑΙ, 15.— «Εὐνόητο τοῦ προσαχθέντος διὰ τὴν σύγκλησιν τῆς Ἱεραρχίας τοῦ Καταστατικοῦ τῆς Ἐκκλησίας», ἐπαναλαμβάνεται ἡ δίκη τοῦ Μητροπολίτου Δράμας ἐνώπιον τοῦ Συνοδικοῦ Δικαστηρίου. [8,529,195,598]
story-text: ΑΘΗΝΑΙ, 15.— Κατὰ τὴν κλήρωσιν τοῦ Λαϊκοῦ Λαχείου ἐξῆλθον οἱ κάτωθι ἀριθμοί: Ὁ ἀριθμὸς 29683 κερδίζει 360.000 δρχ. Ὁ ἀριθμὸς 60131 κερδίζει 100.000 δρχ. Ὁ ἀριθμὸς 11173 κερδίζει 50.000 δρχ. [203,1052,390,1121]
main-subheadline: Τοῦρκοι ἐδημιούργησαν νέα ἐπεισόδια ἔρριψαν πυροβολισμοὺς ἐναντίον χωρίων καὶ συνέλαβον πολλοὺς ἀμάχους Ἕλληνας [464,133,1095,223]
bond-numbers: 782969 784199 725386 236304 232110 247511 738218 103414 140165 246081 316474 254120 198165 149511 258196 108213 262045 245851 169011 160124 341125 211255 250046 314018 257066 153911 264166 106312 210026 316204 253145 214086 [203,920,348,1004]
story-headline: Ο κ. ΑΓΓΕΛΟΥΣΗΣ ΜΕΤΑΒΑΙΝΕΙ ΕΙΣ ΤΟ ΙΣΡΑΗΛ [409,598,645,625]
story-headline: ΘΑ ΜΕΤΑΦΕΡΗ ΤΑΣ ΒΑΣΕΙΣ [696,1511,863,1526]
story-text: Πέραν τοῦ οἰκονομικοῦ τομέως, αἱ διαπραγματεύσεις ἀφοροῦν καὶ τὴν παραχώρησιν ἐλευθέρας ζώνης εἰς τὴν Θεσσαλονίκην. [1373,250,1569,297]
story-text: ΑΘΗΝΑΙ, 15.— Συμφώνως πρὸς τὸ νέον νομοσχέδιον ἡ θητεία μειοῦται εἰς 28 μῆνας διὰ τοὺς στρατευσίμους τῆς κλάσεως 1964. [404,712,650,746]
bulgaria-headline: Καιστὸ θέματῶν ἐπανορθώσεων ἀναμένεται συμφωνία μεταξὺ Ἑλλάδος καὶ Βουλγαρίας [1173,8,1565,83]
kanellopoulos-headline: Ο κ. ΚΑΝΕΛΛΟΠΟΥΛΟΣ ΠΡΟΤΕΙΝΕΙ ΣΥΣΤΑΣΙΝ ΕΠΙΤΡΟΠΗΣ ΔΙΑ ΝΑ ΕΞΕΤΑΣΗ ΤΟ ΠΡΟΒΛΗΜΑ ΤΩΝ ΝΕΩΝ ΔΙΚΗΓΟΡΩΝ [11,613,387,664]
story-text: ΑΘΗΝΑΙ, 15.— Ὁ 22ετὴς ἐργάτης ἔπληξε διὰ μαχαίρας τὴν ἰδιοκτήτριαν ἀρτοποιείου, ἐπειδὴ τὸν ἀπέλυσεν ἐκ τῆς ἐργασίας του. [404,432,650,466]
story-text: ΚΑΙΡΟΝ, 15. (Ασ. Πρές).— Ὁ στρατάρχης Ἀμὲρ ἐπιστρέφει εἰς τὴν Ἡνωμένην Ἀραβικὴν Δημοκρατίαν. [910,1880,1155,1915]
story-text: ΑΘΗΝΑΙ, 15.— Εἰς τὴν σημερινὴν κλήρωσιν τῶν ὁμολογιῶν τοῦ δανείου Οἰκονομικῆς Ἀναπτύξεως ἐκληρώθησαν οἱ κάτωθι ἀριθμοί: [8,922,195,968]
story-headline: ΘΑ ΑΝΑΒΕΘΩΗ [986,433,1079,447]
